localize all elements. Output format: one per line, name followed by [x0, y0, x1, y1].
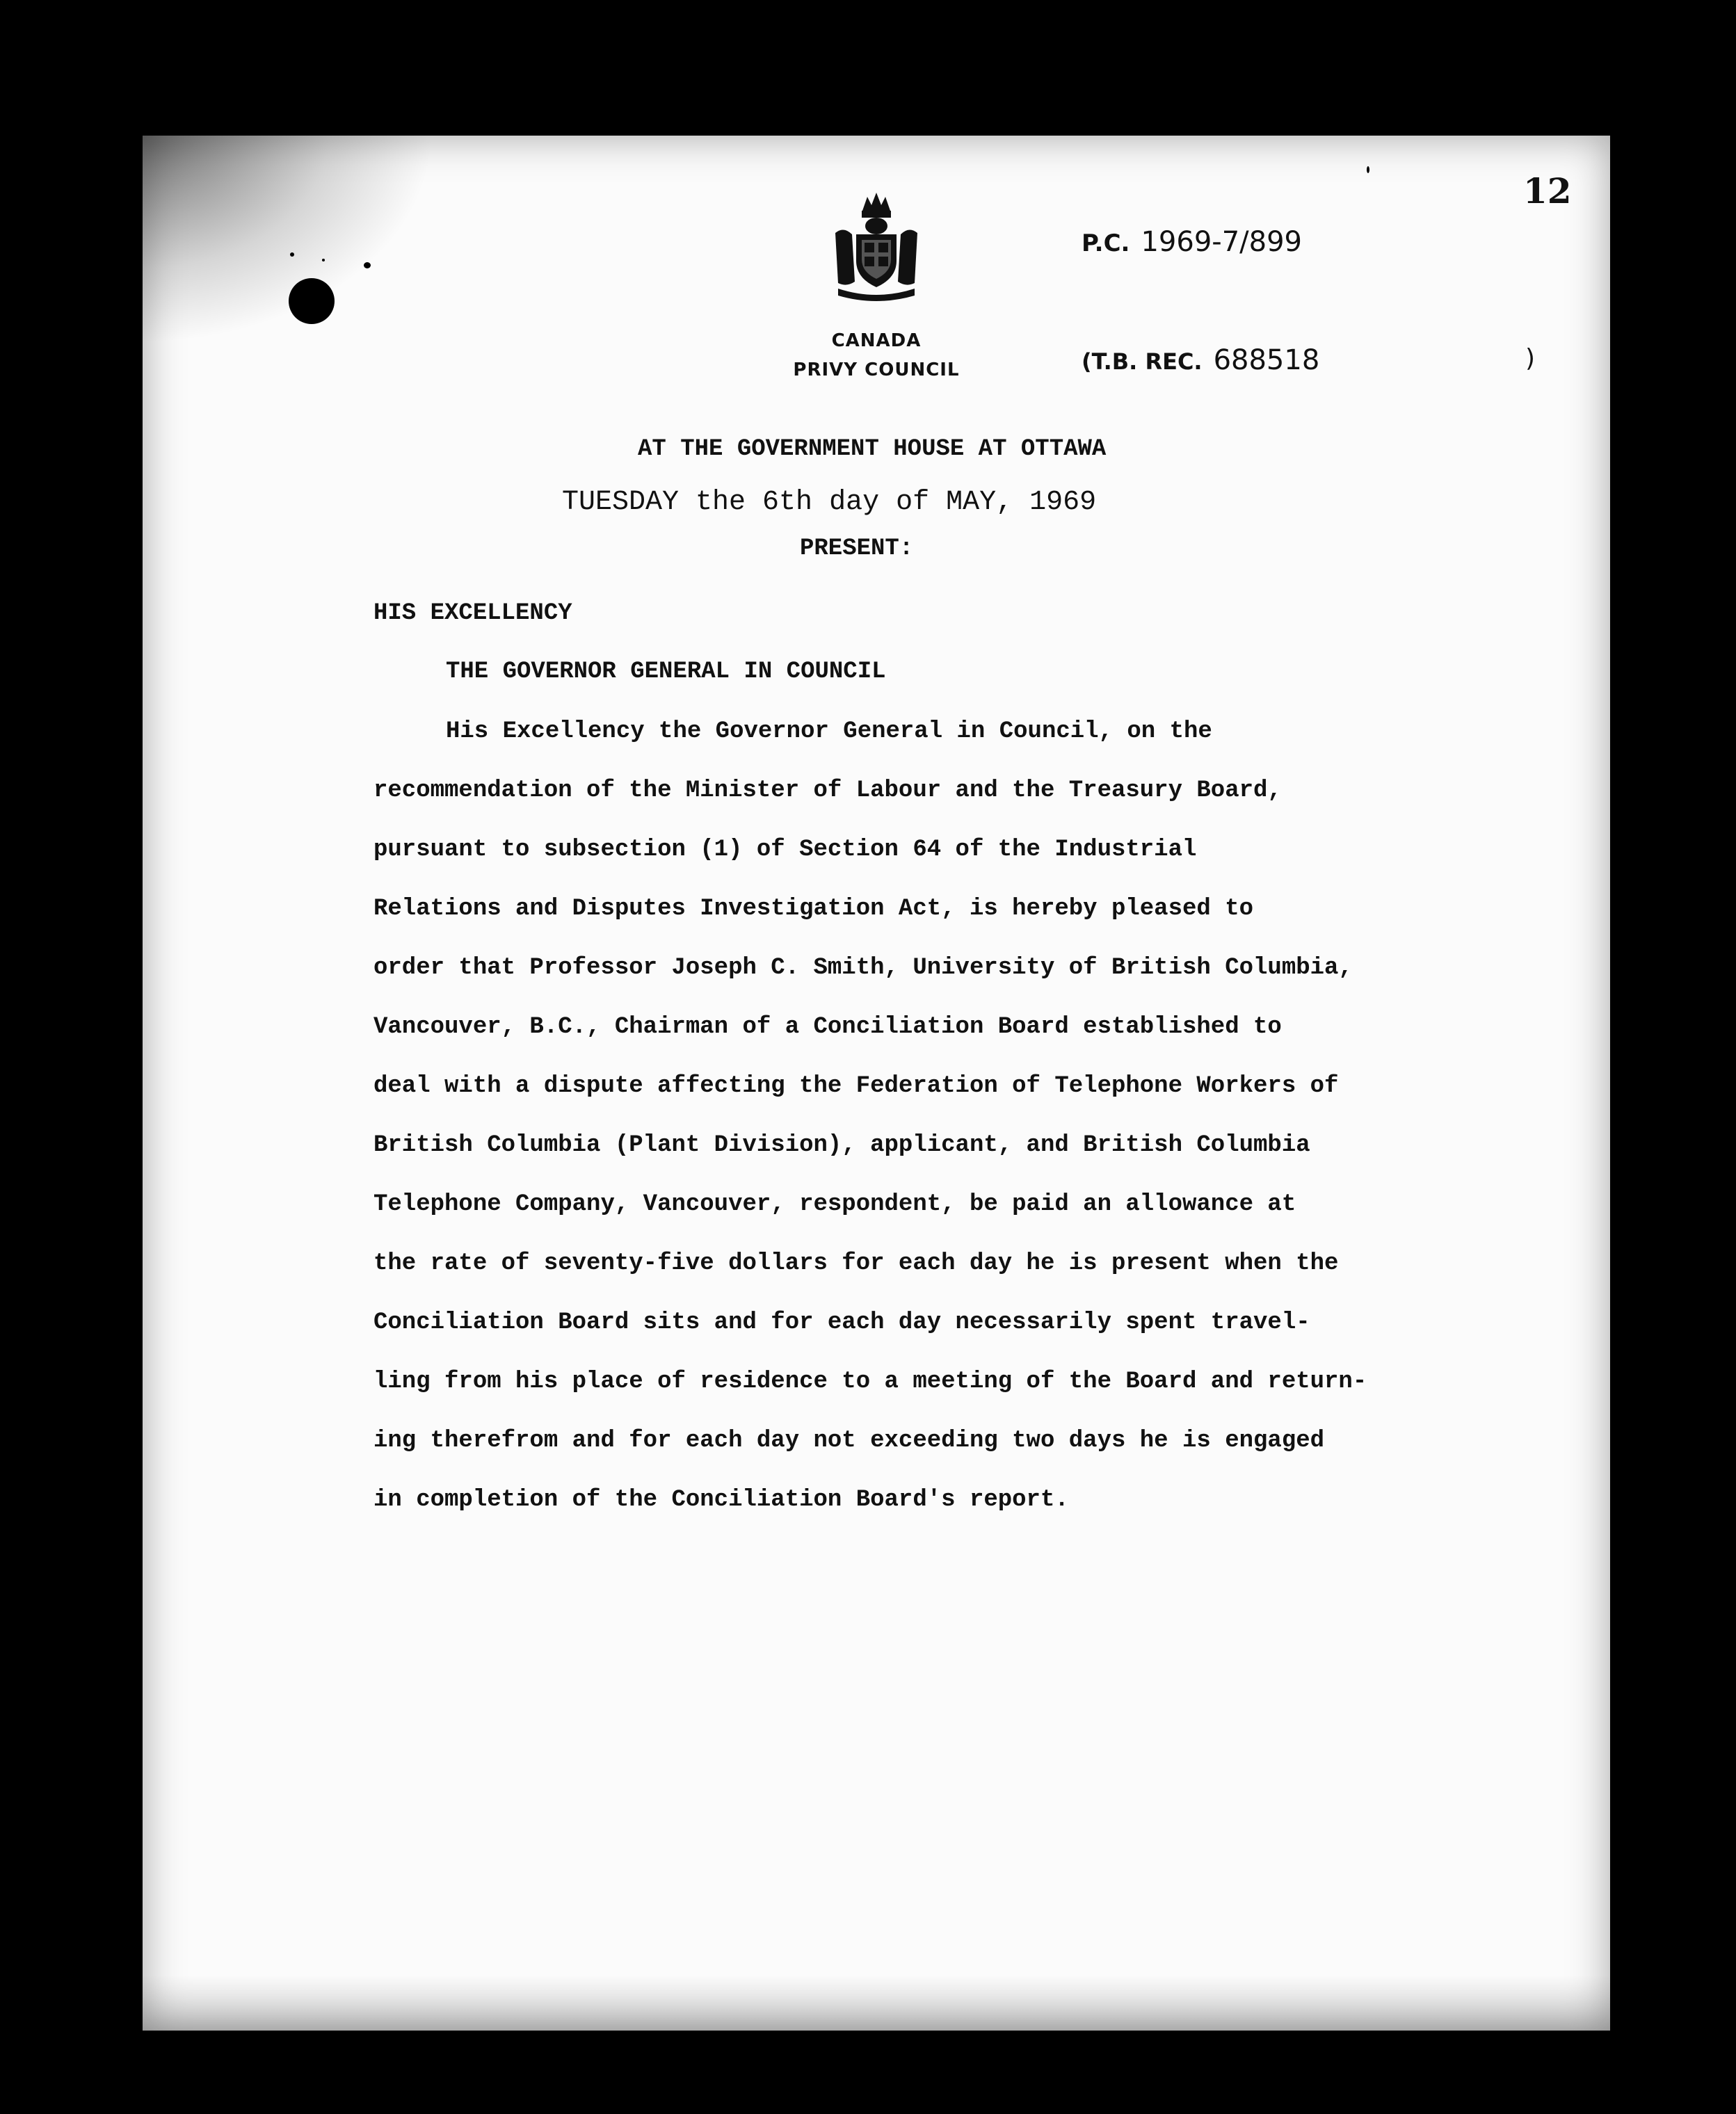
ink-speck	[364, 262, 371, 268]
office-label: PRIVY COUNCIL	[793, 360, 960, 380]
document-page	[143, 136, 1610, 2031]
body-line: ling from his place of residence to a meeting of the Board and return-	[373, 1369, 1367, 1395]
pc-label: P.C.	[1082, 229, 1130, 257]
country-label: CANADA	[831, 330, 922, 351]
body-line: deal with a dispute affecting the Federation of Telephone Workers of	[373, 1073, 1339, 1099]
body-line: ing therefrom and for each day not exceeding two days he is engaged	[373, 1428, 1325, 1454]
tb-close-paren: )	[1525, 344, 1536, 373]
body-line: Vancouver, B.C., Chairman of a Conciliation Board established to	[373, 1014, 1282, 1040]
order-heading: AT THE GOVERNMENT HOUSE AT OTTAWA	[638, 436, 1107, 462]
body-line: His Excellency the Governor General in Council, on the	[446, 718, 1212, 745]
body-line: in completion of the Conciliation Board's report.	[373, 1487, 1069, 1513]
body-line: British Columbia (Plant Division), applicant, and British Columbia	[373, 1132, 1310, 1159]
governor-general-line: THE GOVERNOR GENERAL IN COUNCIL	[446, 659, 886, 685]
body-line: Conciliation Board sits and for each day necessarily spent travel-	[373, 1309, 1310, 1336]
body-line: pursuant to subsection (1) of Section 64 of the Industrial	[373, 837, 1197, 863]
pc-number: 1969-7/899	[1141, 226, 1302, 258]
pc-number-line	[1082, 226, 1302, 258]
body-line: the rate of seventy-five dollars for each day he is present when the	[373, 1250, 1339, 1277]
coat-of-arms-icon	[831, 191, 922, 302]
tb-rec-line	[1082, 344, 1319, 376]
page-number: 12	[1523, 170, 1572, 211]
tb-label: (T.B. REC.	[1082, 348, 1203, 375]
body-line: Telephone Company, Vancouver, respondent, be paid an allowance at	[373, 1191, 1296, 1218]
body-line: Relations and Disputes Investigation Act, is hereby pleased to	[373, 896, 1254, 922]
tb-number: 688518	[1213, 344, 1320, 376]
body-line: recommendation of the Minister of Labour and the Treasury Board,	[373, 777, 1282, 804]
ink-speck	[1367, 166, 1369, 173]
present-label: PRESENT:	[800, 535, 914, 562]
his-excellency-line: HIS EXCELLENCY	[373, 600, 572, 627]
body-line: order that Professor Joseph C. Smith, University of British Columbia,	[373, 955, 1353, 981]
ink-speck	[322, 259, 325, 261]
punch-hole	[289, 278, 335, 324]
order-date: TUESDAY the 6th day of MAY, 1969	[562, 487, 1097, 518]
ink-speck	[290, 252, 294, 257]
